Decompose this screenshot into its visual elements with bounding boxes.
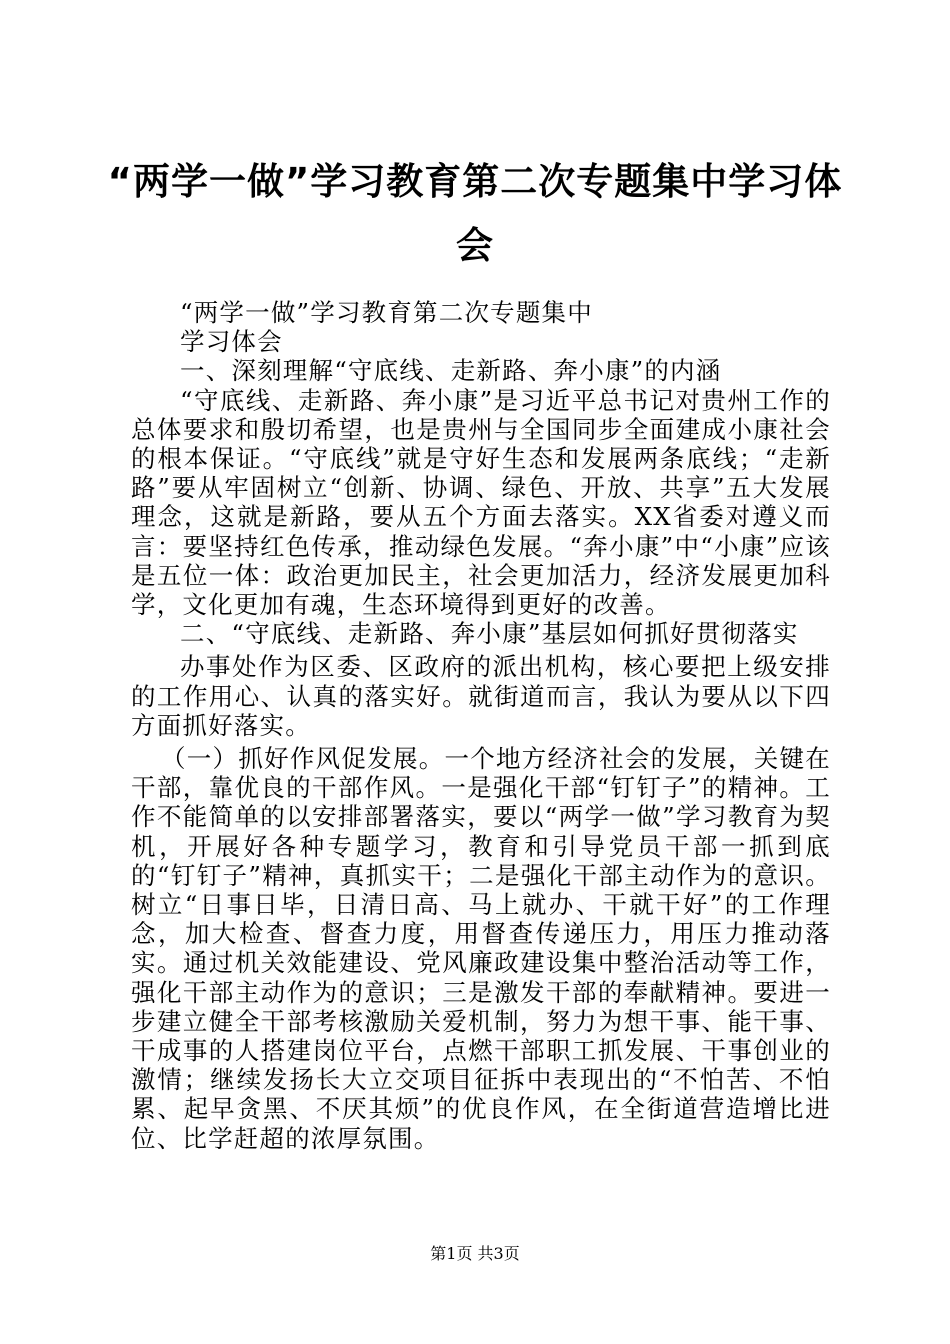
subtitle-line-2: 学习体会	[180, 327, 283, 357]
page-footer: 第1页 共3页	[430, 1244, 520, 1263]
section-heading-2: 二、“守底线、走新路、奔小康”基层如何抓好贯彻落实	[180, 619, 799, 649]
paragraph-3: （一）抓好作风促发展。一个地方经济社会的发展，关键在干部，靠优良的干部作风。一是强化干部“钉钉子”的精神。工作不能简单的以安排部署落实，要以“两学一做”学习教育为契机，开展好各种专题学习，教育和引导党员干部一抓到底的“钉钉子”精神，真抓实干；二是强化干部主动作为的意识。树立“日事日毕，日清日高、马上就办、干就干好”的工作理念，加大检查、督查力度，用督查传递压力，用压力推动落实。通过机关效能建设、党风廉政建设集中整治活动等工作，强化干部主动作为的意识；三是激发干部的奉献精神。要进一步建立健全干部考核激励关爱机制，努力为想干事、能干事、干成事的人搭建岗位平台，点燃干部职工抓发展、干事创业的激情；继续发扬长大立交项目征拆中表现出的“不怕苦、不怕累、起早贪黑、不厌其烦”的优良作风，在全街道营造增比进位、比学赶超的浓厚氛围。	[131, 744, 831, 1153]
document-body	[131, 298, 831, 1153]
paragraph-2: 办事处作为区委、区政府的派出机构，核心要把上级安排的工作用心、认真的落实好。就街道而言，我认为要从以下四方面抓好落实。	[131, 652, 831, 740]
section-heading-1: 一、深刻理解“守底线、走新路、奔小康”的内涵	[180, 356, 722, 386]
document-title: “两学一做”学习教育第二次专题集中学习体会	[107, 160, 843, 267]
subtitle-line-1: “两学一做”学习教育第二次专题集中	[180, 298, 593, 327]
paragraph-1: “守底线、走新路、奔小康”是习近平总书记对贵州工作的总体要求和殷切希望，也是贵州与全国同步全面建成小康社会的根本保证。“守底线”就是守好生态和发展两条底线；“走新路”要从牢固树立“创新、协调、绿色、开放、共享”五大发展理念，这就是新路，要从五个方面去落实。XX省委对遵义而言：要坚持红色传承，推动绿色发展。“奔小康”中“小康”应该是五位一体：政治更加民主，社会更加活力，经济发展更加科学，文化更加有魂，生态环境得到更好的改善。	[131, 385, 831, 620]
